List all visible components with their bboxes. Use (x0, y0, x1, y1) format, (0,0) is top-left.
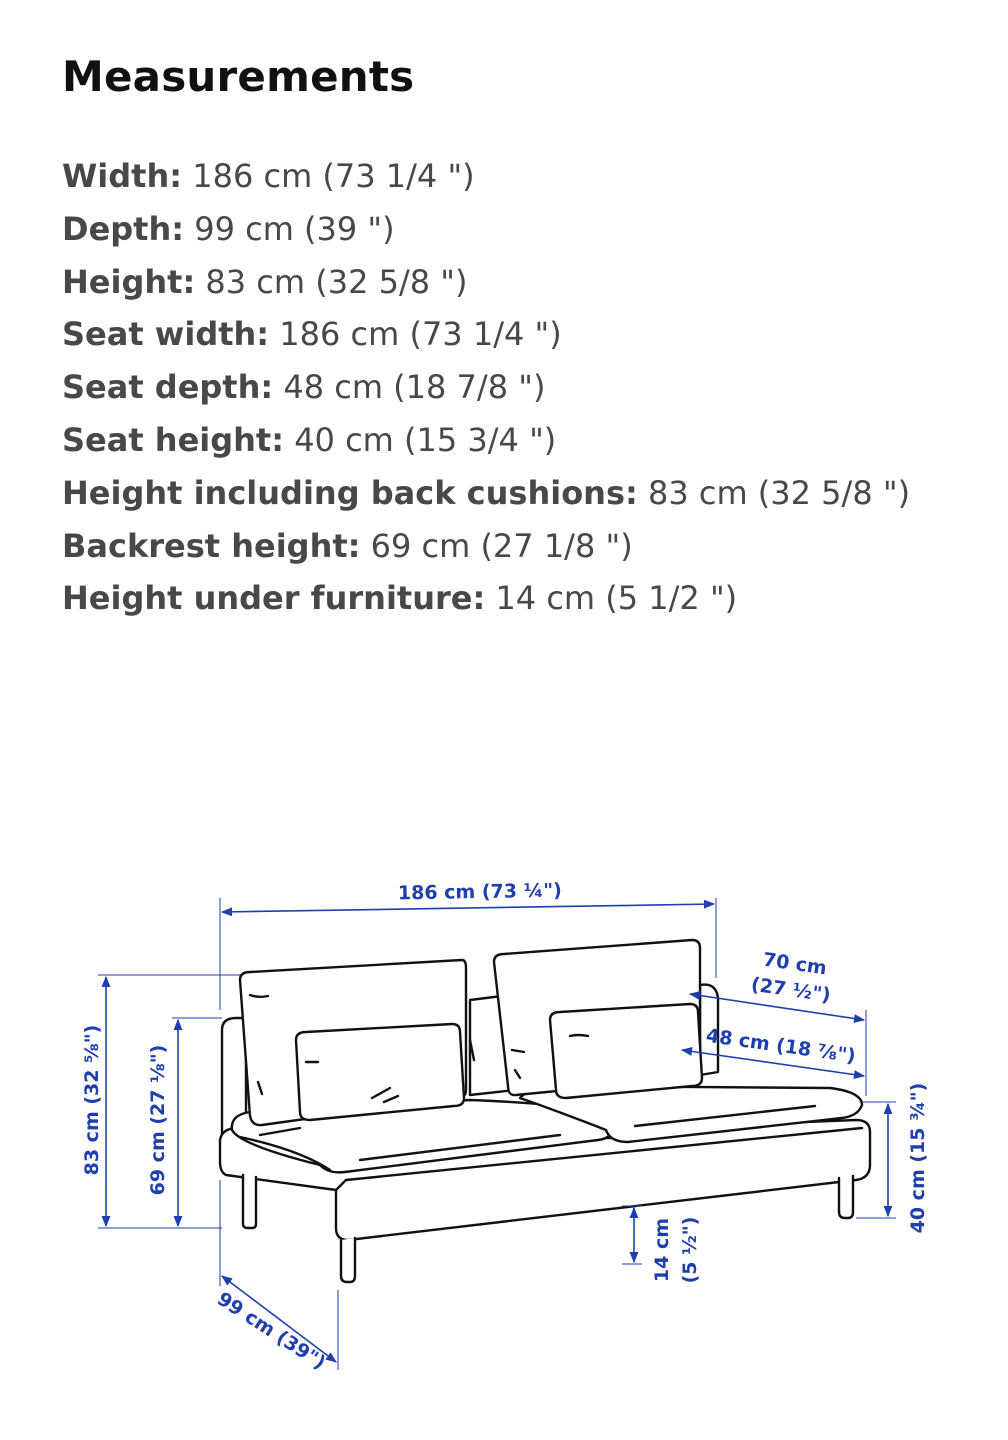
measurement-value: 69 cm (27 1/8 ") (370, 526, 633, 565)
under-height-in-label: (5 ½") (679, 1216, 701, 1284)
measurement-label: Backrest height: (62, 526, 361, 565)
measurement-seat-width (62, 308, 910, 361)
measurement-backrest-height (62, 520, 910, 573)
measurement-label: Height including back cushions: (62, 473, 638, 512)
measurement-value: 186 cm (73 1/4 ") (279, 315, 562, 354)
measurement-height-under (62, 572, 910, 625)
page-title: Measurements (62, 52, 415, 101)
seat-depth-dimension-label: 48 cm (18 ⅞") (704, 1024, 857, 1068)
measurement-label: Height: (62, 262, 196, 301)
measurements-list (62, 150, 910, 625)
measurement-seat-depth (62, 361, 910, 414)
measurement-value: 40 cm (15 3/4 ") (294, 420, 557, 459)
measurement-value: 83 cm (32 5/8 ") (647, 473, 911, 512)
cushion-depth-in-label: (27 ½") (749, 973, 832, 1007)
measurement-label: Height under furniture: (62, 579, 486, 618)
depth-dimension-label: 99 cm (39") (213, 1287, 330, 1375)
cushion-depth-cm-label: 70 cm (761, 948, 829, 980)
width-dimension-label: 186 cm (73 ¼") (397, 879, 563, 905)
total-height-dimension-label: 83 cm (32 ⅝") (81, 1024, 103, 1176)
measurement-label: Seat height: (62, 420, 285, 459)
measurement-label: Seat width: (62, 315, 270, 354)
measurement-label: Depth: (62, 209, 185, 248)
backrest-height-dimension-label: 69 cm (27 ⅛") (147, 1044, 169, 1196)
measurement-seat-height (62, 414, 910, 467)
measurement-width (62, 150, 910, 203)
measurement-height-incl-cushions (62, 467, 910, 520)
measurement-label: Seat depth: (62, 368, 274, 407)
measurement-value: 83 cm (32 5/8 ") (205, 262, 468, 301)
measurement-label: Width: (62, 157, 183, 195)
under-height-cm-label: 14 cm (651, 1217, 673, 1283)
measurement-depth (62, 203, 910, 256)
measurement-value: 186 cm (73 1/4 ") (192, 157, 475, 195)
sofa-dimension-diagram (0, 860, 1008, 1380)
measurement-value: 14 cm (5 1/2 ") (495, 579, 738, 618)
measurement-value: 99 cm (39 ") (194, 209, 395, 248)
measurement-value: 48 cm (18 7/8 ") (283, 368, 546, 407)
measurement-height (62, 256, 910, 309)
seat-height-dimension-label: 40 cm (15 ¾") (907, 1082, 929, 1234)
